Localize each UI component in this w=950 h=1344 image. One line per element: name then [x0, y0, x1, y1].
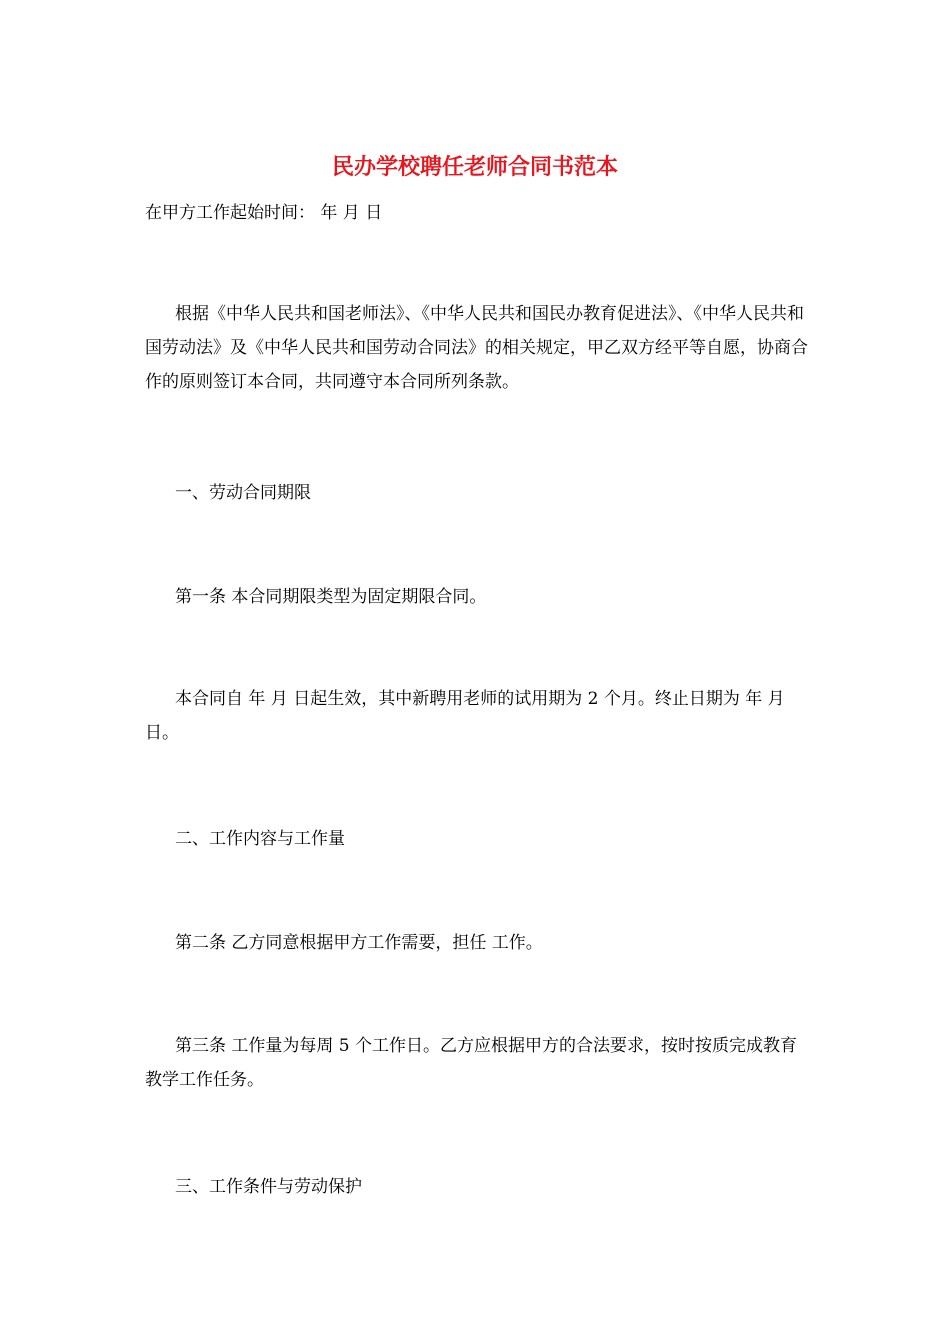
section-heading-conditions: 三、工作条件与劳动保护	[175, 1177, 362, 1197]
article-1-detail: 本合同自 年 月 日起生效，其中新聘用老师的试用期为 2 个月。终止日期为 年 月 日。	[145, 689, 785, 743]
article-3: 第三条 工作量为每周 5 个工作日。乙方应根据甲方的合法要求，按时按质完成教育教学工作任务。	[145, 1036, 798, 1090]
article-1: 第一条 本合同期限类型为固定期限合同。	[175, 587, 487, 607]
section-heading-term: 一、劳动合同期限	[175, 483, 311, 503]
section-heading-work: 二、工作内容与工作量	[175, 829, 345, 849]
start-time-line: 在甲方工作起始时间： 年 月 日	[145, 203, 383, 223]
document-title: 民办学校聘任老师合同书范本	[331, 154, 618, 180]
article-2: 第二条 乙方同意根据甲方工作需要，担任 工作。	[175, 933, 543, 953]
intro-paragraph: 根据《中华人民共和国老师法》、《中华人民共和国民办教育促进法》、《中华人民共和国劳动法》及《中华人民共和国劳动合同法》的相关规定，甲乙双方经平等自愿，协商合作的原则签订本合同，共同遵守本合同所列条款。	[145, 304, 808, 392]
